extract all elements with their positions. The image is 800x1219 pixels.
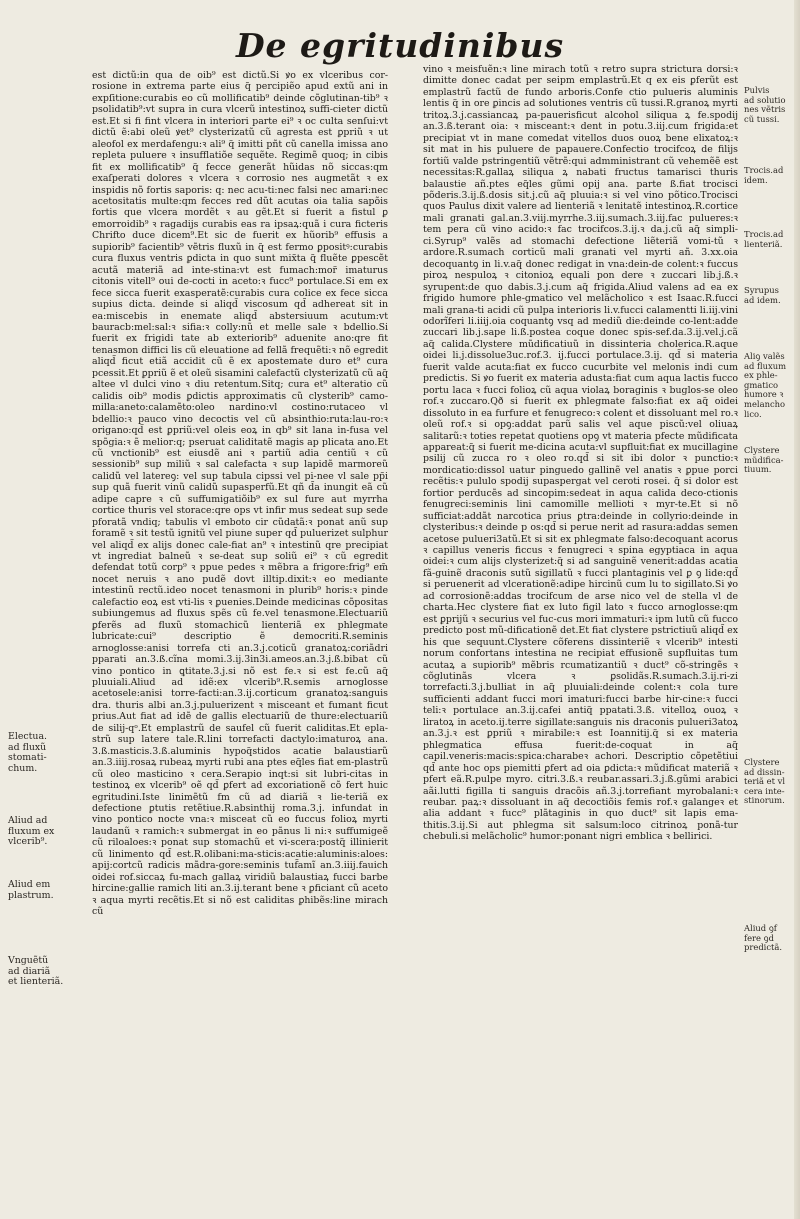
margin-note-unguentum: Vnguẽtũ ad diariã et lienteriã. bbox=[8, 955, 64, 988]
margin-note-aliud-conferens: Aliud ꝯf fere ꝯd predictã. bbox=[744, 923, 783, 953]
left-column-text: est dictũ:in qua de oib⁹ est dictũ.Si ꝟo ex vlceribus cor-rosione in extrema parte eius q̃ percipiẽo apud extũ ani in expſitione:curabis eo cũ mollificatib⁹ deinde cõglutinan-tib⁹ ꝛ psolidatib⁹:vt supra in cura vlcerũ intestinoꝝ suffi-cieter dictũ est.Et si fi fint vlcera in interiori parte ei⁹ ꝛ oc culta senſui:vt dictũ ẽ:abi oleũ ꝟet⁹ clysterizatũ cũ agresta est ꝑpriũ ꝛ ut aleofol ex merdafengu:ꝛ ali⁹ q̃ imitti pñt cũ canella imissa ano repleta puluere ꝛ insufflatiõe sequẽte. Regimẽ quoq; in cibis fit ex mollificatib⁹ q̃ fecce generãt hũidas nõ siccas:qm exaſperati dolores ꝛ vlcera ꝛ corrosio nes augmetãt ꝛ ex inspidis nõ fortis saporis: q: nec acu-ti:nec falsi nec amari:nec acetositatis multe:qm fecces red dũt acutas oia talia sapõis fortis que vlcera mordẽt ꝛ au gẽt.Et si fuerit a fistul ꝑ emorroidib⁹ ꝛ ragadijs curabis eas ra ipsaꝝ:quã i cura ficteris Chrifto duce dicem⁹.Et sic de fuerit ex hũorib⁹ effusis a supiorib⁹ facientib⁹ vẽtris fluxũ in q̃ est fermo ꝑpositꝰ:curabis cura fluxus ventris ꝑdicta in quo sunt mix̃ta q̃ fluẽte ꝑpescẽt acutã materiã ad inte-stina:vt est fumach:mor̃ imaturus citonis vitell⁹ oui de-cocti in aceto:ꝛ fucc⁹ portulace.Si em ex fece sicca fuerit exasperatẽ:curabis cura colice ex fece sicca supius dicta. deinde si aliqd̃ viscosum qd̃ adhereat sit in ea:miscebis in enemate aliqd̃ abstersiuum acutum:vt bauracb:mel:sal:ꝛ sifia:ꝛ colly:nũ et melle sale ꝛ bdellio.Si fuerit ex frigidi tate ab exteriorib⁹ aduenite ano:qre fit tenasmon diffici lis cũ eleuatione ad fellã frequẽti:ꝛ nõ egredit aliqd̃ ficut etiã accidit cũ ẽ ex apostemate duro et⁹ cura pcessit.Et ꝑpriũ ẽ et oleũ sisamini calefactũ clysterizatũ cũ aq̃ altee vl dulci vino ꝛ diu retentum.Sitq; cura et⁹ alteratio cũ calidis oib⁹ modis ꝑdictis approximatis cũ clysterib⁹ camo-milla:aneto:calamẽto:oleo nardino:vl costino:rutaceo vl bdellio:ꝛ pauco vino decoctis vel cũ absinthio:ruta:lau-ro:ꝛ origano:qd̃ est ꝑpriũ:vel oleis eoꝝ in qb⁹ sit lana in-fusa vel spõgia:ꝛ ẽ melior:q; pseruat caliditatẽ magis ap plicata ano.Et cũ vnctionib⁹ est eiusdẽ ani ꝛ partiũ adia centiũ ꝛ cũ sessionib⁹ sup miliũ ꝛ sal calefacta ꝛ sup lapidẽ marmoreũ calidũ vel latereꝯ: vel sup tabula cipssi vel pi-nee vl sale pp̃i sup quã fuerit vinũ calidũ supasperfũ.Et qñ d̃a inungit eã cũ adipe capre ꝛ cũ suffumigatiõib⁹ ex sul fure aut myrrha cortice thuris vel storace:qre ops vt infir mus sedeat sup sede pforatã vndiq; tabulis vl emboto cir cũdatã:ꝛ ponat anũ sup foramẽ ꝛ sit testũ ignitũ vel piune super qd̃ puluerizet sulphur vel aliqd̃ ex alijs donec cale-fiat an⁹ ꝛ intestinũ qre precipiat vt ingrediat balneũ ꝛ se-deat sup soliũ ei⁹ ꝛ cũ egredit defendat totũ corp⁹ ꝛ ppue pedes ꝛ mẽbra a frigore:frig⁹ em̃ nocet neruis ꝛ ano pudẽ dovt illtip.dixit:ꝛ eo mediante intestinũ rectũ.ideo nocet tenasmoni in plurib⁹ horis:ꝛ pinde calefactio eoꝝ est vti-lis ꝛ ꝑuenies.Deinde medicinas cõpositas subiungemus ad fluxus spẽs cũ fe.vel tenasmone.Electuariũ ꝑferẽs ad fluxũ stomachicũ lienteriã ex phlegmate lubricate:cui⁹ descriptio ẽ democriti.R.seminis arnoglosse:anisi torrefa cti an.3.j.coticũ granatoꝝ:coriãdri pparati an.3.ß.cĩna momi.3.ij.3in3i.ameos.an.3.j.ß.bibat cũ vino pontico in ꝗtitate.3.j.si nõ est fe.ꝛ si est fe.cũ aq̃ pluuiali.Aliud ad idẽ:ex vlcerib⁹.R.semis arnoglosse acetosele:anisi torre-facti:an.3.ij.corticum granatoꝝ:sanguis dra. thuris albi an.3.j.puluerizent ꝛ misceant et fumant ficut prius.Aut fiat ad idẽ de gallis electuariũ de thure:electuariũ de silij-qᵒ.Et emplastrũ de saufel cũ fuerit caliditas.Et epla-strũ sup latere tale.R.lini torrefacti dactylo:imaturoꝝ ana. 3.ß.masticis.3.ß.aluminis hypoq̃stidos acatie balaustiarũ an.3.iiij.rosaꝝ rubeaꝝ myrti rubi ana ptes eq̃les fiat em-plastrũ cũ oleo masticino ꝛ cera.Serapio inqt:si sit lubri-citas in testinoꝝ ex vlcerib⁹ oẽ qd̃ ꝑfert ad excoriationẽ cõ fert huic egritudini.Iste linimẽtũ fm cũ ad diariã ꝛ lie-teriã ex defectione ꝑtutis retẽtiue.R.absinthij roma.3.j. infundat in vino pontico nocte vna:ꝛ misceat cũ eo fuccus folioꝝ myrti laudanũ ꝛ ramich:ꝛ submergat in eo pãnus li ni:ꝛ suffumigeẽ cũ riloaloes:ꝛ ponat sup stomachũ et vi-scera:postq̃ illinierit cũ linimento qd̃ est.R.olibani:ma-sticis:acatie:aluminis:aloes: apij:cortcũ radicis mãdra-gore:seminis tuf̃amĩ an.3.iiij.fauich oidei rof.siccaꝝ fu-mach gallaꝝ viridiũ balaustiaꝝ fucci barbe hircine:gallie ramich liti an.3.ij.terant bene ꝛ ꝑficiant cũ aceto ꝛ aqua myrti recẽtis.Et si nõ est caliditas ꝑhibẽs:line mirach cũ bbox=[92, 70, 388, 918]
margin-note-trocisci: Trocis.ad idem. bbox=[744, 165, 784, 185]
margin-note-trocisci-lienteria: Trocis.ad lienteriã. bbox=[744, 229, 784, 249]
margin-note-electuarium: Electua. ad fluxũ stomati- chum. bbox=[8, 731, 48, 774]
margin-note-clystere-mundificativum: Clystere mũdifica- tiuum. bbox=[744, 445, 784, 475]
margin-note-aliud-ad-fluxum: Aliud ad fluxum ex vlcerib⁹. bbox=[8, 815, 55, 848]
margin-note-clystere-dissinteria: Clystere ad dissin- teriã et vl cera inte- stinorum. bbox=[744, 757, 786, 806]
margin-note-syrupus: Syrupus ad idem. bbox=[744, 285, 781, 305]
running-head: De egritudinibus bbox=[235, 26, 565, 65]
margin-note-pulvis: Pulvis ad solutio nes vẽtris cũ tussi. bbox=[744, 85, 786, 124]
margin-note-aliud-valens: Aliꝯ valẽs ad fluxum ex phle- gmatico humore ꝛ melancho lico. bbox=[744, 351, 787, 419]
right-column bbox=[423, 64, 738, 1188]
margin-note-emplastrum: Aliud em plastrum. bbox=[8, 879, 54, 901]
right-column-text: vino ꝛ meisfuẽn:ꝛ line mirach totũ ꝛ retro supra strictura dorsi:ꝛ dimitte donec cadat per seipm emplastrũ.Et q ex eis ꝑferũt est emplastrũ factũ de fundo arboris.Confe ctio pulueris aluminis lentis q̃ in ore ꝑincis ad solutiones ventris cũ tussi.R.granoꝝ myrti tritoꝝ.3.j.cassiancaꝝ pa-pauerisficut alcohol siliqua ꝝ fe.spodij an.3.ß.terant oia: ꝛ misceant:ꝛ dent in potu.3.iij.cum frigida:et precipiat vt in mane comedat vitellos duos ouoꝝ bene elixatoꝝ:ꝛ sit mat in his puluere de papauere.Confectio trocifcoꝝ de filijs fortiũ valde pstringentiũ vẽtrẽ:qui admministrant cũ vehemẽẽ est necessitas:R.gallaꝝ siliqua ꝝ nabati fructus tamarisci thuris balaustie añ.ptes eq̃les gũmi opij ana. parte ß.fiat trocisci põderis.3.ij.ß.dosis sit.j.cũ aq̃ pluuia:ꝛ si vel vino põtico.Trocisci quos Paulus dixit valere ad lienteriã ꝛ lenitatẽ intestinoꝝ.R.cortice mali granati gal.an.3.viij.myrrhe.3.iij.sumach.3.iij.fac pulueres:ꝛ tem pera cũ vino acido:ꝛ fac trocifcos.3.ij.ꝛ da.j.cũ aq̃ simpli-ci.Syrup⁹ valẽs ad stomachi defectione liẽteriã vomi-tũ ꝛ ardore.R.sumach corticũ mali granati vel myrti añ. 3.xx.oia decoquantꝯ in li.v.aq̃ donec redigat in vna:dein-de colent:ꝛ fuccus piroꝝ nespuloꝝ ꝛ citonioꝝ equali pon dere ꝛ zuccari lib.j.ß.ꝛ syrupent:de quo dabis.3.j.cum aq̃ frigida.Aliud valens ad ea ex frigido humore phle-gmatico vel melãcholico ꝛ est Isaac.R.fucci mali grana-ti acidi cũ pulpa interioris li.v.fucci calamentti li.iij.vini odorĩferi li.iiij.oia coquantꝯ vsq ad mediũ die:deinde co-lent:adde zuccari lib.j.sape li.ß.postea coque donec spis-sef.da.3.ij.vel.j.cã aq̃ calida.Clystere mũdificatiuũ in dissinteria cholerica.R.aque oidei li.j.dissolue3uc.rof.3. ij.fucci portulace.3.ij. qd̃ si materia fuerit valde acuta:fiat ex fucco cucurbite vel melonis indi cum predictis. Si ꝟo fuerit ex materia adusta:fiat cum aqua lactis fucco portu laca ꝛ fucci folioꝝ cũ aqua violaꝝ boraginis ꝛ buglos-se oleo rof.ꝛ zuccaro.Qð si fuerit ex phlegmate falso:fiat ex aq̃ oidei dissoluto in ea furfure et fenugreco:ꝛ colent et dissoluant mel ro.ꝛ oleũ rof.ꝛ si opꝯ:addat parũ salis vel aque piscũ:vel oliuaꝝ salitarũ:ꝛ toties repetat quotiens opꝯ vt materia pfecte mũdificata appareat:q̃ si fuerit me-dicina acuta:vl supfluit:fiat ex mucillagine psilij cũ zucca ro ꝛ oleo ro.qd̃ si sit ibi dolor ꝛ punctio:ꝛ mordicatio:dissol uatur pinguedo gallinẽ vel anatis ꝛ ꝑpue porci recẽtis:ꝛ pululo spodij supaspergat vel ceroti rosei. q̃ si dolor est fortior perducẽs ad sincopim:sedeat in aqua calida deco-ctionis fenugreci:seminis lini camomille mellioti ꝛ myr-te.Et si nõ sufficiat:addãt narcotica prius ꝑtra:deinde in collyrio:deinde in clysteribus:ꝛ deinde p os:qd̃ si perue nerit ad rasura:addas semen acetose pulueri3atũ.Et si sit ex phlegmate falso:decoquant acorus ꝛ capillus veneris ficcus ꝛ fenugreci ꝛ spina egyptiaca in aqua oidei:ꝛ cum alijs clysterizet:q̃ si ad sanguinẽ venerit:addas acatia fã-guinẽ draconis sutũ sigillatũ ꝛ fucci plantaginis vel ꝑ ꝯ lide:qd̃ si peruenerit ad vlcerationẽ:adipe hircinũ cum lu to sigillato.Si ꝟo ad corrosionẽ:addas trocifcum de arse nico vel de stella vl de charta.Hec clystere fiat ex luto figil lato ꝛ fucco arnoglosse:qm est ꝑprijũ ꝛ securius vel fuc-cus mori immaturi:ꝛ ipm lutũ cũ fucco predicto post mũ-dificationẽ det.Et fiat clystere pstrictiuũ aliqd̃ ex his que sequunt.Clystere cõferens dissinteriẽ ꝛ vlcerib⁹ intesti norum confortans intestina ne recipiat effusionẽ supfluitas tum acutaꝝ a supiorib⁹ mẽbris rcumatizantiũ ꝛ duct⁹ cõ-stringẽs ꝛ cõglutinãs vlcera ꝛ ꝑsolidãs.R.sumach.3.ij.ri-zi torrefacti.3.j.bulliat in aq̃ pluuiali:deinde colent:ꝛ cola ture sufficienti addant fucci mori imaturi:fucci barbe hir-cine:ꝛ fucci teli:ꝛ portulace an.3.ij.cafei antiq̃ ppatati.3.ß. vitelloꝝ ouoꝝ ꝛ liratoꝝ in aceto.ij.terre sigillate:sanguis nis draconis pulueri3atoꝝ an.3.j.ꝛ est ꝑpriũ ꝛ mirabile:ꝛ est Ioannitij.q̃ si ex materia phlegmatica effusa fuerit:de-coquat in aq̃ capil.veneris:macis:spica:charabeꝛ achori. Descriptio cõpetẽtiui qd̃ ante hoc ops piemitti ꝑfert ad oia ꝑdicta:ꝛ mũdificat materiã ꝛ pfert eã.R.pulpe myro. citri.3.ß.ꝛ reubar.assari.3.j.ß.gũmi arabici aãi.lutti figilla ti sanguis dracõis añ.3.j.torrefiant myrobalani:ꝛ reubar. paꝝ:ꝛ dissoluant in aq̃ decoctiõis femis rof.ꝛ galangeꝛ et alia addant ꝛ fucc⁹ plãtaginis in quo duct⁹ sit lapis ema-thitis.3.ij.Si aut phlegma sit salsum:loco citrinoꝝ ponã-tur chebuli.si melãcholic⁹ humor:ponant nigri emblica ꝛ bellirici. bbox=[423, 64, 738, 843]
left-column bbox=[92, 70, 388, 1188]
